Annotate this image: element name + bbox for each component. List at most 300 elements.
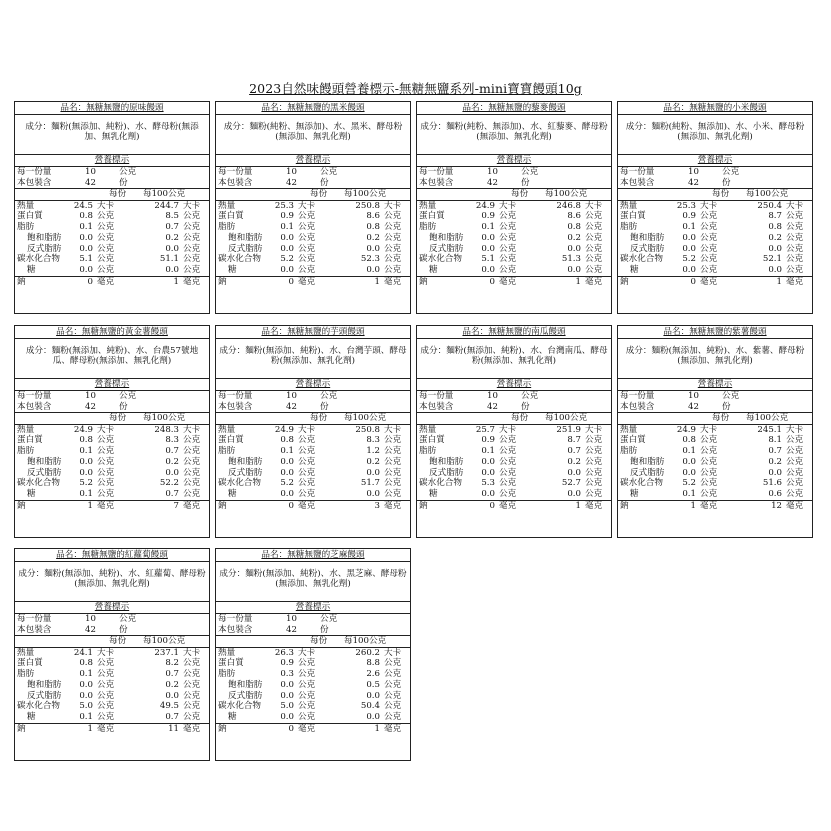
ingredients-text: 成分：麵粉(無添加、純粉)、水、台灣芋頭、酵母粉(無添加、無乳化劑) [216, 339, 410, 379]
per-serving-value: 0.0 [481, 489, 495, 500]
nutrient-label: 鈉 [17, 501, 26, 512]
per-serving-value: 0.0 [79, 243, 93, 254]
per-serving-value: 0.0 [682, 243, 696, 254]
nutrient-row [216, 489, 410, 500]
nutrient-row [417, 276, 611, 288]
per-serving-unit: 公克 [298, 232, 316, 243]
nutrient-row [15, 680, 209, 691]
per-serving-value: 5.3 [481, 478, 495, 489]
per-serving-value: 5.1 [481, 254, 495, 265]
per-100g-unit: 公克 [183, 669, 201, 680]
nutrient-label: 飽和脂肪 [228, 456, 263, 467]
nutrient-row [417, 254, 611, 265]
nutrient-label: 糖 [228, 712, 237, 723]
nutrient-row [15, 233, 209, 244]
serving-size-row [618, 166, 812, 178]
per-100g-unit: 毫克 [585, 501, 603, 512]
per-100g-header: 每100公克 [545, 189, 588, 199]
nutrient-label: 脂肪 [17, 669, 35, 680]
per-100g-value: 0.8 [366, 222, 380, 233]
nutrient-label: 鈉 [218, 724, 227, 735]
nutrient-label: 反式脂肪 [228, 690, 263, 701]
servings-value: 42 [85, 624, 96, 635]
per-100g-value: 0.5 [366, 679, 380, 690]
nutrient-row [618, 276, 812, 288]
serving-size-unit: 公克 [521, 391, 539, 401]
per-100g-value: 0.0 [165, 265, 179, 276]
nutrient-label: 飽和脂肪 [27, 232, 62, 243]
nutrient-row [618, 265, 812, 276]
nutrient-label: 反式脂肪 [27, 243, 62, 254]
product-name-row [15, 102, 209, 115]
per-100g-unit: 大卡 [183, 424, 201, 435]
per-serving-header: 每份 [310, 636, 328, 646]
per-100g-unit: 公克 [384, 254, 402, 265]
per-serving-header: 每份 [511, 189, 529, 199]
nutrient-label: 碳水化合物 [419, 254, 462, 265]
nutrition-header: 營養標示 [697, 379, 733, 389]
ingredients-text: 成分：麵粉(無添加、純粉)、水、台灣南瓜、酵母粉(無添加、無乳化劑) [417, 339, 611, 379]
per-serving-unit: 毫克 [97, 501, 115, 512]
per-serving-value: 0.0 [79, 679, 93, 690]
product-name-row [417, 326, 611, 339]
per-100g-unit: 公克 [183, 265, 201, 276]
nutrient-label: 蛋白質 [218, 658, 244, 669]
nutrient-row [417, 425, 611, 436]
nutrient-label: 飽和脂肪 [27, 679, 62, 690]
per-100g-unit: 公克 [183, 489, 201, 500]
ingredients-text: 成分：麵粉(無添加、純粉)、水、紅蘿蔔、酵母粉(無添加、無乳化劑) [15, 562, 209, 602]
per-100g-unit: 公克 [786, 243, 804, 254]
nutrition-header: 營養標示 [697, 155, 733, 165]
per-serving-unit: 公克 [298, 446, 316, 457]
nutrient-label: 碳水化合物 [17, 478, 60, 489]
per-serving-value: 0.0 [682, 456, 696, 467]
nutrient-label: 碳水化合物 [620, 478, 663, 489]
nutrient-row [216, 669, 410, 680]
per-serving-unit: 公克 [97, 489, 115, 500]
per-100g-value: 245.1 [757, 424, 782, 435]
serving-size-unit: 公克 [320, 391, 338, 401]
serving-size-unit: 公克 [320, 167, 338, 177]
nutrient-row [216, 723, 410, 735]
nutrient-label: 鈉 [419, 501, 428, 512]
per-100g-unit: 公克 [786, 446, 804, 457]
nutrient-label: 反式脂肪 [228, 243, 263, 254]
nutrient-label: 脂肪 [620, 446, 638, 457]
per-100g-value: 0.0 [366, 690, 380, 701]
per-100g-value: 1 [776, 277, 782, 288]
nutrient-row [15, 500, 209, 512]
per-100g-value: 1 [173, 277, 179, 288]
page-title: 2023自然味饅頭營養標示-無糖無鹽系列-mini寶寶饅頭10g [249, 81, 582, 96]
nutrition-panel [215, 548, 411, 761]
per-serving-value: 0.0 [280, 243, 294, 254]
nutrition-header: 營養標示 [295, 602, 331, 612]
serving-size-label: 每一份量 [17, 391, 52, 401]
nutrition-panel [416, 325, 612, 538]
nutrient-row [216, 446, 410, 457]
nutrient-row [15, 669, 209, 680]
serving-size-unit: 公克 [119, 614, 137, 624]
per-100g-unit: 公克 [183, 232, 201, 243]
servings-label: 本包裝含 [218, 177, 253, 188]
product-name: 品名：無糖無鹽的藜麥饅頭 [462, 103, 566, 113]
nutrient-label: 碳水化合物 [419, 478, 462, 489]
servings-label: 本包裝含 [620, 177, 655, 188]
per-100g-unit: 公克 [585, 243, 603, 254]
per-serving-value: 0 [288, 724, 294, 735]
nutrition-header: 營養標示 [94, 602, 130, 612]
nutrition-panel [617, 101, 813, 314]
per-serving-value: 24.1 [73, 647, 93, 658]
product-name-row [15, 549, 209, 562]
nutrient-row [618, 211, 812, 222]
nutrition-panel [416, 101, 612, 314]
per-serving-unit: 公克 [97, 254, 115, 265]
per-serving-unit: 公克 [298, 211, 316, 222]
per-serving-value: 26.3 [274, 647, 294, 658]
per-100g-unit: 公克 [384, 489, 402, 500]
nutrient-label: 飽和脂肪 [630, 232, 665, 243]
per-100g-unit: 大卡 [585, 200, 603, 211]
nutrient-label: 脂肪 [17, 446, 35, 457]
per-100g-unit: 毫克 [585, 277, 603, 288]
nutrient-label: 鈉 [218, 277, 227, 288]
per-serving-value: 5.1 [79, 254, 93, 265]
serving-size-row [216, 390, 410, 402]
nutrient-row [417, 478, 611, 489]
per-100g-value: 0.2 [768, 232, 782, 243]
nutrient-row [15, 435, 209, 446]
per-100g-value: 0.2 [567, 456, 581, 467]
per-100g-value: 0.0 [567, 243, 581, 254]
nutrient-row [618, 446, 812, 457]
per-serving-value: 25.7 [475, 424, 495, 435]
nutrient-row [618, 435, 812, 446]
per-100g-unit: 大卡 [183, 200, 201, 211]
per-100g-value: 11 [168, 724, 179, 735]
per-100g-value: 0.0 [567, 489, 581, 500]
per-serving-unit: 大卡 [298, 647, 316, 658]
nutrient-label: 蛋白質 [17, 211, 43, 222]
nutrient-label: 碳水化合物 [218, 478, 261, 489]
nutrient-label: 糖 [429, 489, 438, 500]
per-serving-value: 0.0 [682, 232, 696, 243]
per-serving-value: 5.2 [280, 478, 294, 489]
nutrition-panel [215, 325, 411, 538]
nutrient-label: 熱量 [419, 200, 437, 211]
per-100g-unit: 公克 [585, 489, 603, 500]
nutrient-label: 鈉 [620, 277, 629, 288]
per-100g-unit: 公克 [786, 265, 804, 276]
nutrition-panel [617, 325, 813, 538]
per-100g-unit: 公克 [183, 222, 201, 233]
per-100g-unit: 公克 [183, 690, 201, 701]
per-serving-unit: 公克 [700, 254, 718, 265]
per-serving-unit: 毫克 [499, 277, 517, 288]
nutrient-label: 蛋白質 [17, 658, 43, 669]
nutrient-label: 飽和脂肪 [228, 232, 263, 243]
per-serving-value: 24.5 [73, 200, 93, 211]
per-100g-unit: 公克 [384, 243, 402, 254]
per-serving-value: 0 [489, 501, 495, 512]
nutrient-label: 蛋白質 [620, 435, 646, 446]
per-100g-unit: 公克 [786, 435, 804, 446]
per-serving-value: 0.8 [682, 435, 696, 446]
per-serving-unit: 毫克 [298, 277, 316, 288]
per-100g-value: 0.0 [165, 467, 179, 478]
nutrient-row [417, 265, 611, 276]
serving-size-unit: 公克 [722, 391, 740, 401]
product-name: 品名：無糖無鹽的芝麻饅頭 [261, 550, 365, 560]
nutrient-label: 鈉 [419, 277, 428, 288]
per-100g-value: 251.9 [556, 424, 581, 435]
nutrient-row [15, 222, 209, 233]
nutrition-panel [14, 548, 210, 761]
per-100g-value: 0.7 [165, 222, 179, 233]
per-serving-unit: 公克 [298, 712, 316, 723]
product-name-row [15, 326, 209, 339]
per-100g-unit: 大卡 [786, 200, 804, 211]
nutrient-row [417, 457, 611, 468]
per-100g-unit: 公克 [384, 211, 402, 222]
per-serving-unit: 公克 [97, 211, 115, 222]
nutrient-row [618, 489, 812, 500]
serving-size-row [216, 613, 410, 625]
per-serving-header: 每份 [109, 636, 127, 646]
servings-label: 本包裝含 [218, 624, 253, 635]
product-name: 品名：無糖無鹽的紫薯饅頭 [663, 327, 767, 337]
per-serving-value: 0.0 [79, 690, 93, 701]
servings-label: 本包裝含 [218, 401, 253, 412]
per-serving-unit: 公克 [499, 446, 517, 457]
servings-unit: 份 [722, 177, 731, 188]
per-serving-value: 0.8 [79, 211, 93, 222]
column-header-row [618, 412, 812, 425]
per-100g-value: 0.0 [366, 265, 380, 276]
per-100g-value: 52.3 [360, 254, 380, 265]
per-100g-unit: 公克 [183, 478, 201, 489]
nutrient-label: 蛋白質 [17, 435, 43, 446]
nutrition-header: 營養標示 [94, 379, 130, 389]
per-100g-unit: 公克 [786, 232, 804, 243]
per-100g-value: 1.2 [366, 446, 380, 457]
per-100g-value: 0.0 [567, 265, 581, 276]
product-name: 品名：無糖無鹽的原味饅頭 [60, 103, 164, 113]
serving-size-label: 每一份量 [17, 167, 52, 177]
per-serving-value: 0.8 [79, 435, 93, 446]
per-serving-value: 0 [87, 277, 93, 288]
per-100g-unit: 公克 [384, 456, 402, 467]
nutrient-row [216, 425, 410, 436]
per-serving-value: 5.2 [682, 254, 696, 265]
column-header-row [417, 412, 611, 425]
per-100g-unit: 公克 [786, 254, 804, 265]
per-100g-unit: 公克 [384, 435, 402, 446]
per-serving-unit: 公克 [298, 690, 316, 701]
servings-unit: 份 [521, 177, 530, 188]
per-100g-unit: 公克 [384, 669, 402, 680]
nutrition-panel [14, 325, 210, 538]
per-serving-value: 0.0 [280, 232, 294, 243]
per-serving-value: 0.9 [682, 211, 696, 222]
per-serving-unit: 公克 [298, 435, 316, 446]
nutrient-label: 蛋白質 [419, 435, 445, 446]
per-serving-unit: 公克 [97, 467, 115, 478]
per-100g-unit: 公克 [585, 478, 603, 489]
serving-size-row [15, 613, 209, 625]
servings-row [216, 625, 410, 636]
per-100g-unit: 公克 [384, 478, 402, 489]
per-100g-unit: 大卡 [384, 647, 402, 658]
nutrient-row [15, 468, 209, 479]
per-100g-value: 244.7 [154, 200, 179, 211]
per-serving-unit: 毫克 [700, 277, 718, 288]
serving-size-unit: 公克 [119, 391, 137, 401]
per-100g-unit: 公克 [384, 222, 402, 233]
nutrient-row [216, 211, 410, 222]
nutrient-label: 碳水化合物 [218, 701, 261, 712]
nutrient-row [618, 478, 812, 489]
nutrient-row [216, 435, 410, 446]
per-100g-value: 8.2 [165, 658, 179, 669]
servings-row [417, 178, 611, 189]
per-100g-value: 1 [575, 501, 581, 512]
per-100g-value: 250.4 [757, 200, 782, 211]
per-serving-unit: 公克 [97, 222, 115, 233]
serving-size-value: 10 [85, 391, 96, 401]
per-serving-unit: 公克 [97, 658, 115, 669]
product-name: 品名：無糖無鹽的芋頭饅頭 [261, 327, 365, 337]
serving-size-label: 每一份量 [218, 391, 253, 401]
per-serving-unit: 公克 [298, 679, 316, 690]
per-serving-value: 0.0 [280, 712, 294, 723]
per-100g-value: 248.3 [154, 424, 179, 435]
nutrient-label: 熱量 [218, 200, 236, 211]
per-serving-unit: 大卡 [97, 424, 115, 435]
servings-value: 42 [688, 177, 699, 188]
per-100g-header: 每100公克 [545, 413, 588, 423]
per-serving-unit: 公克 [298, 254, 316, 265]
nutrient-row [216, 244, 410, 255]
nutrient-row [15, 425, 209, 436]
per-serving-value: 0.0 [280, 467, 294, 478]
nutrient-row [216, 658, 410, 669]
servings-row [618, 178, 812, 189]
nutrient-row [216, 680, 410, 691]
per-serving-unit: 公克 [298, 265, 316, 276]
per-serving-unit: 毫克 [700, 501, 718, 512]
nutrient-row [618, 457, 812, 468]
per-100g-unit: 公克 [384, 690, 402, 701]
per-serving-value: 0.8 [280, 435, 294, 446]
nutrient-label: 反式脂肪 [630, 467, 665, 478]
per-serving-unit: 公克 [700, 489, 718, 500]
serving-size-value: 10 [85, 167, 96, 177]
nutrient-label: 糖 [27, 489, 36, 500]
servings-label: 本包裝含 [620, 401, 655, 412]
per-serving-value: 5.2 [682, 478, 696, 489]
per-100g-value: 1 [374, 724, 380, 735]
product-name: 品名：無糖無鹽的南瓜饅頭 [462, 327, 566, 337]
nutrient-label: 熱量 [17, 200, 35, 211]
per-serving-value: 0.0 [682, 265, 696, 276]
per-serving-unit: 公克 [700, 467, 718, 478]
per-100g-value: 8.3 [165, 435, 179, 446]
nutrient-row [15, 478, 209, 489]
servings-unit: 份 [320, 177, 329, 188]
per-100g-unit: 公克 [786, 222, 804, 233]
per-serving-unit: 公克 [499, 254, 517, 265]
per-100g-value: 0.7 [165, 489, 179, 500]
serving-size-row [15, 166, 209, 178]
nutrient-label: 糖 [630, 489, 639, 500]
ingredients-text: 成分：麵粉(無添加、純粉)、水、紫薯、酵母粉(無添加、無乳化劑) [618, 339, 812, 379]
per-serving-value: 0.1 [79, 222, 93, 233]
serving-size-value: 10 [688, 391, 699, 401]
servings-value: 42 [85, 177, 96, 188]
per-100g-unit: 公克 [585, 467, 603, 478]
per-serving-unit: 公克 [298, 456, 316, 467]
per-100g-value: 50.4 [360, 701, 380, 712]
nutrient-row [15, 276, 209, 288]
per-serving-unit: 公克 [97, 712, 115, 723]
per-serving-unit: 公克 [700, 222, 718, 233]
per-serving-unit: 公克 [499, 489, 517, 500]
nutrient-label: 飽和脂肪 [630, 456, 665, 467]
per-serving-unit: 公克 [499, 435, 517, 446]
per-100g-header: 每100公克 [143, 189, 186, 199]
per-100g-value: 51.7 [360, 478, 380, 489]
per-100g-unit: 公克 [585, 211, 603, 222]
per-100g-value: 0.0 [567, 467, 581, 478]
nutrient-row [216, 468, 410, 479]
per-100g-unit: 公克 [183, 679, 201, 690]
per-serving-value: 0.1 [682, 489, 696, 500]
nutrient-label: 脂肪 [218, 446, 236, 457]
product-name: 品名：無糖無鹽的黑米饅頭 [261, 103, 365, 113]
per-100g-unit: 毫克 [384, 277, 402, 288]
per-serving-value: 5.2 [79, 478, 93, 489]
product-name-row [618, 326, 812, 339]
nutrient-label: 飽和脂肪 [429, 232, 464, 243]
per-100g-value: 0.7 [768, 446, 782, 457]
per-serving-header: 每份 [712, 189, 730, 199]
per-100g-unit: 公克 [585, 222, 603, 233]
product-name-row [417, 102, 611, 115]
nutrient-label: 碳水化合物 [17, 701, 60, 712]
per-serving-unit: 公克 [700, 211, 718, 222]
per-100g-unit: 公克 [585, 446, 603, 457]
nutrient-row [417, 435, 611, 446]
per-serving-value: 0.9 [280, 211, 294, 222]
per-100g-unit: 公克 [183, 211, 201, 222]
per-serving-unit: 公克 [499, 456, 517, 467]
per-serving-unit: 大卡 [97, 647, 115, 658]
per-100g-value: 51.1 [159, 254, 179, 265]
per-serving-value: 0.0 [280, 679, 294, 690]
per-100g-unit: 大卡 [585, 424, 603, 435]
per-serving-value: 0.1 [682, 222, 696, 233]
per-serving-value: 0.1 [79, 669, 93, 680]
per-100g-value: 0.2 [165, 232, 179, 243]
nutrient-label: 糖 [630, 265, 639, 276]
nutrient-label: 脂肪 [218, 222, 236, 233]
nutrient-label: 碳水化合物 [17, 254, 60, 265]
nutrient-row [216, 648, 410, 659]
servings-row [618, 402, 812, 413]
